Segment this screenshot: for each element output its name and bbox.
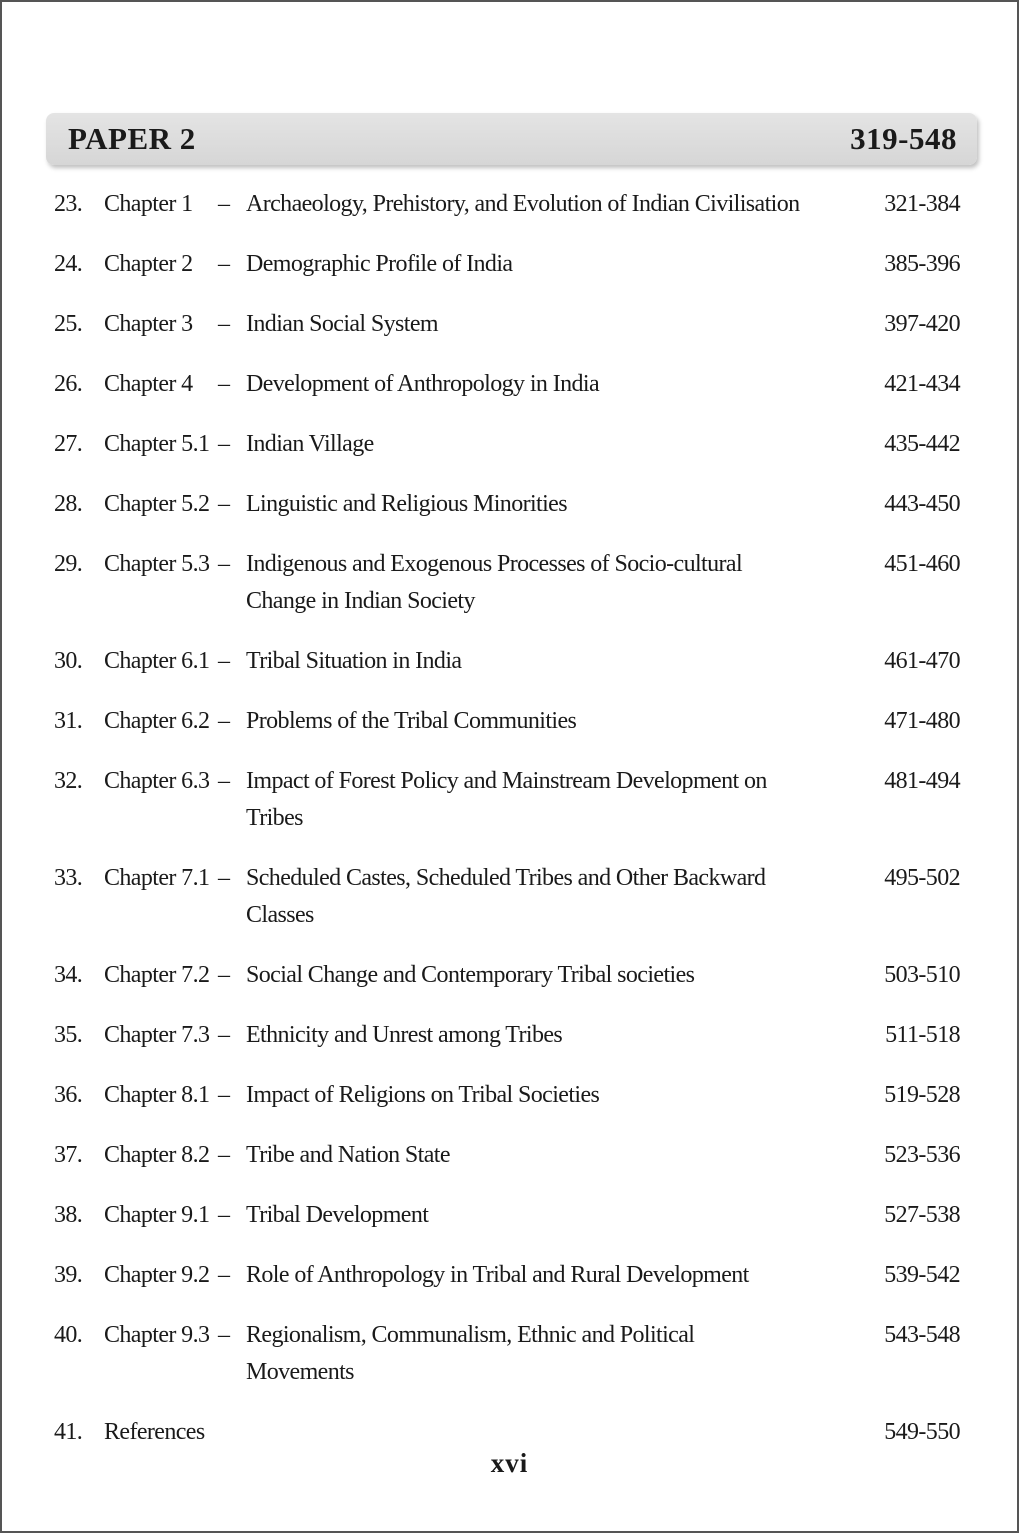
entry-pages: 435-442 [884, 431, 960, 457]
paper-header-pages: 319-548 [850, 121, 957, 156]
entry-chapter: Chapter 3 [104, 311, 193, 337]
entry-title: Indian Village [246, 431, 374, 457]
toc-entry[interactable] [54, 1197, 960, 1234]
entry-chapter: Chapter 5.1 [104, 431, 210, 457]
entry-dash: – [218, 648, 230, 674]
entry-pages: 549-550 [884, 1419, 960, 1445]
entry-number: 25. [54, 311, 83, 337]
entry-title: Ethnicity and Unrest among Tribes [246, 1022, 563, 1048]
entry-number: 27. [54, 431, 83, 457]
entry-pages: 543-548 [884, 1322, 960, 1348]
toc-entry[interactable] [54, 366, 960, 403]
entry-chapter: Chapter 6.3 [104, 768, 210, 794]
entry-number: 36. [54, 1082, 83, 1108]
toc-entry[interactable] [54, 246, 960, 283]
entry-pages: 421-434 [884, 371, 960, 397]
toc-entry[interactable] [54, 186, 960, 223]
entry-dash: – [218, 1142, 230, 1168]
entry-dash: – [218, 311, 230, 337]
entry-chapter: Chapter 9.1 [104, 1202, 210, 1228]
entry-dash: – [218, 371, 230, 397]
paper-header [46, 113, 977, 165]
toc-entry[interactable] [54, 1317, 960, 1391]
entry-title: References [104, 1419, 205, 1445]
entry-chapter: Chapter 8.2 [104, 1142, 210, 1168]
entry-number: 33. [54, 865, 83, 891]
toc-entry[interactable] [54, 1137, 960, 1174]
entry-number: 24. [54, 251, 83, 277]
entry-pages: 471-480 [884, 708, 960, 734]
entry-pages: 397-420 [884, 311, 960, 337]
toc-entry[interactable] [54, 643, 960, 680]
entry-pages: 451-460 [884, 551, 960, 577]
entry-title: Tribal Situation in India [246, 648, 462, 674]
entry-number: 35. [54, 1022, 83, 1048]
entry-number: 38. [54, 1202, 83, 1228]
entry-chapter: Chapter 9.3 [104, 1322, 210, 1348]
toc-entry[interactable] [54, 1077, 960, 1114]
entry-pages: 527-538 [884, 1202, 960, 1228]
entry-dash: – [218, 1022, 230, 1048]
entry-number: 32. [54, 768, 83, 794]
toc-entry[interactable] [54, 306, 960, 343]
entry-title: Impact of Forest Policy and Mainstream Development on Tribes [246, 768, 767, 831]
entry-pages: 481-494 [884, 768, 960, 794]
entry-title: Linguistic and Religious Minorities [246, 491, 567, 517]
entry-number: 34. [54, 962, 83, 988]
toc-entry[interactable] [54, 426, 960, 463]
entry-dash: – [218, 1322, 230, 1348]
table-of-contents [54, 186, 960, 1474]
toc-entry-references[interactable] [54, 1414, 960, 1451]
entry-pages: 519-528 [884, 1082, 960, 1108]
entry-dash: – [218, 551, 230, 577]
entry-title: Demographic Profile of India [246, 251, 513, 277]
entry-number: 28. [54, 491, 83, 517]
entry-chapter: Chapter 1 [104, 191, 193, 217]
toc-entry[interactable] [54, 1017, 960, 1054]
entry-dash: – [218, 1262, 230, 1288]
entry-title: Social Change and Contemporary Tribal societies [246, 962, 695, 988]
toc-entry[interactable] [54, 860, 960, 934]
entry-dash: – [218, 962, 230, 988]
entry-pages: 461-470 [884, 648, 960, 674]
entry-pages: 385-396 [884, 251, 960, 277]
entry-chapter: Chapter 7.3 [104, 1022, 210, 1048]
page-number: xvi [490, 1448, 529, 1478]
entry-dash: – [218, 708, 230, 734]
entry-dash: – [218, 491, 230, 517]
entry-dash: – [218, 431, 230, 457]
toc-entry[interactable] [54, 486, 960, 523]
entry-title: Scheduled Castes, Scheduled Tribes and Other Backward Classes [246, 865, 766, 928]
entry-pages: 495-502 [884, 865, 960, 891]
entry-chapter: Chapter 9.2 [104, 1262, 210, 1288]
entry-dash: – [218, 1082, 230, 1108]
entry-title: Role of Anthropology in Tribal and Rural Development [246, 1262, 749, 1288]
entry-number: 39. [54, 1262, 83, 1288]
entry-chapter: Chapter 7.2 [104, 962, 210, 988]
entry-chapter: Chapter 2 [104, 251, 193, 277]
entry-number: 26. [54, 371, 83, 397]
entry-dash: – [218, 191, 230, 217]
entry-title: Indigenous and Exogenous Processes of Socio-cultural Change in Indian Society [246, 551, 743, 614]
entry-number: 23. [54, 191, 83, 217]
entry-title: Indian Social System [246, 311, 438, 337]
entry-dash: – [218, 251, 230, 277]
entry-pages: 503-510 [884, 962, 960, 988]
entry-chapter: Chapter 5.3 [104, 551, 210, 577]
entry-title: Regionalism, Communalism, Ethnic and Political Movements [246, 1322, 695, 1385]
entry-dash: – [218, 865, 230, 891]
entry-pages: 511-518 [885, 1022, 960, 1048]
entry-pages: 523-536 [884, 1142, 960, 1168]
entry-title: Archaeology, Prehistory, and Evolution of Indian Civilisation [246, 191, 800, 217]
entry-number: 30. [54, 648, 83, 674]
toc-entry[interactable] [54, 763, 960, 837]
entry-chapter: Chapter 5.2 [104, 491, 210, 517]
toc-entry[interactable] [54, 1257, 960, 1294]
entry-dash: – [218, 768, 230, 794]
paper-header-label: PAPER 2 [68, 121, 196, 156]
entry-title: Impact of Religions on Tribal Societies [246, 1082, 600, 1108]
entry-number: 31. [54, 708, 83, 734]
entry-chapter: Chapter 8.1 [104, 1082, 210, 1108]
entry-number: 41. [54, 1419, 83, 1445]
entry-chapter: Chapter 7.1 [104, 865, 210, 891]
entry-number: 29. [54, 551, 83, 577]
entry-pages: 539-542 [884, 1262, 960, 1288]
entry-pages: 443-450 [884, 491, 960, 517]
toc-entry[interactable] [54, 957, 960, 994]
toc-entry[interactable] [54, 703, 960, 740]
entry-dash: – [218, 1202, 230, 1228]
entry-title: Development of Anthropology in India [246, 371, 600, 397]
entry-chapter: Chapter 6.1 [104, 648, 210, 674]
entry-title: Tribal Development [246, 1202, 429, 1228]
entry-pages: 321-384 [884, 191, 960, 217]
entry-chapter: Chapter 4 [104, 371, 193, 397]
toc-entry[interactable] [54, 546, 960, 620]
entry-number: 37. [54, 1142, 83, 1168]
entry-chapter: Chapter 6.2 [104, 708, 210, 734]
entry-title: Problems of the Tribal Communities [246, 708, 577, 734]
entry-title: Tribe and Nation State [246, 1142, 450, 1168]
entry-number: 40. [54, 1322, 83, 1348]
